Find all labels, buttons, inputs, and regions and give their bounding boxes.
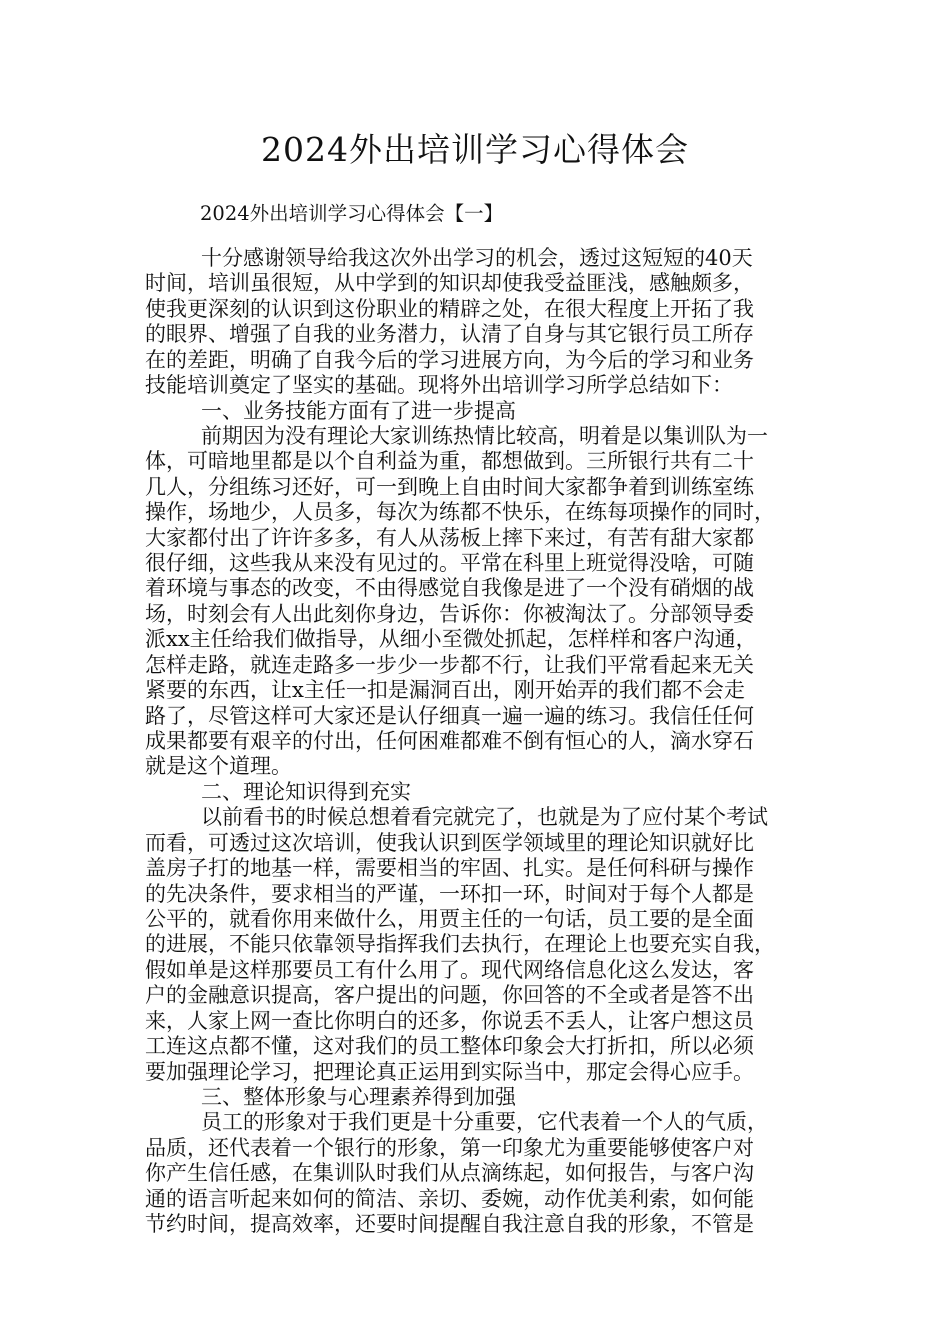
text-line: 成果都要有艰辛的付出，任何困难都难不倒有恒心的人，滴水穿石 (145, 729, 754, 754)
text-line: 而看，可透过这次培训，使我认识到医学领域里的理论知识就好比 (145, 830, 754, 855)
text-line: 路了，尽管这样可大家还是认仔细真一遍一遍的练习。我信任任何 (145, 703, 754, 728)
text-line: 很仔细，这些我从来没有见过的。平常在科里上班觉得没啥，可随 (145, 551, 754, 576)
text-line: 体，可暗地里都是以个自利益为重，都想做到。三所银行共有二十 (145, 449, 754, 474)
text-line: 的先决条件，要求相当的严谨，一环扣一环，时间对于每个人都是 (145, 881, 754, 906)
text-line: 派xx主任给我们做指导，从细小至微处抓起，怎样样和客户沟通， (145, 627, 757, 652)
text-line: 着环境与事态的改变，不由得感觉自我像是进了一个没有硝烟的战 (145, 576, 754, 601)
text-line: 以前看书的时候总想着看完就完了，也就是为了应付某个考试 (201, 805, 768, 830)
text-line: 十分感谢领导给我这次外出学习的机会，透过这短短的40天 (201, 246, 753, 270)
text-line: 通的语言听起来如何的简洁、亲切、委婉，动作优美利索，如何能 (145, 1186, 754, 1211)
document-title: 2024外出培训学习心得体会 (261, 130, 689, 169)
document-body (145, 246, 817, 1237)
text-line: 户的金融意识提高，客户提出的问题，你回答的不全或者是答不出 (145, 983, 754, 1008)
text-line: 时间，培训虽很短，从中学到的知识却使我受益匪浅，感触颇多， (145, 271, 754, 296)
text-line: 二、理论知识得到充实 (201, 779, 411, 804)
text-line: 使我更深刻的认识到这份职业的精辟之处，在很大程度上开拓了我 (145, 296, 754, 321)
text-line: 就是这个道理。 (145, 754, 292, 779)
text-line: 紧要的东西，让x主任一扣是漏洞百出，刚开始弄的我们都不会走 (145, 678, 745, 703)
text-line: 前期因为没有理论大家训练热情比较高，明着是以集训队为一 (201, 423, 768, 448)
text-line: 公平的，就看你用来做什么，用贾主任的一句话，员工要的是全面 (145, 906, 754, 931)
text-line: 几人，分组练习还好，可一到晚上自由时间大家都争着到训练室练 (145, 474, 754, 499)
document-subtitle: 2024外出培训学习心得体会【一】 (200, 202, 504, 225)
text-line: 技能培训奠定了坚实的基础。现将外出培训学习所学总结如下： (145, 373, 733, 398)
text-line: 节约时间，提高效率，还要时间提醒自我注意自我的形象，不管是 (145, 1212, 754, 1237)
text-line: 在的差距，明确了自我今后的学习进展方向，为今后的学习和业务 (145, 347, 754, 372)
text-line: 场，时刻会有人出此刻你身边，告诉你：你被淘汰了。分部领导委 (145, 601, 754, 626)
text-line: 操作，场地少，人员多，每次为练都不快乐，在练每项操作的同时， (145, 500, 775, 525)
text-line: 盖房子打的地基一样，需要相当的牢固、扎实。是任何科研与操作 (145, 856, 754, 881)
text-line: 的进展，不能只依靠领导指挥我们去执行，在理论上也要充实自我， (145, 932, 775, 957)
text-line: 假如单是这样那要员工有什么用了。现代网络信息化这么发达，客 (145, 957, 754, 982)
text-line: 大家都付出了许许多多，有人从荡板上摔下来过，有苦有甜大家都 (145, 525, 754, 550)
text-line: 的眼界、增强了自我的业务潜力，认清了自身与其它银行员工所存 (145, 322, 754, 347)
text-line: 工连这点都不懂，这对我们的员工整体印象会大打折扣，所以必须 (145, 1034, 754, 1059)
text-line: 一、业务技能方面有了进一步提高 (201, 398, 516, 423)
text-line: 要加强理论学习，把理论真正运用到实际当中，那定会得心应手。 (145, 1059, 754, 1084)
text-line: 品质，还代表着一个银行的形象，第一印象尤为重要能够使客户对 (145, 1135, 754, 1160)
text-line: 来，人家上网一查比你明白的还多，你说丢不丢人，让客户想这员 (145, 1008, 754, 1033)
text-line: 员工的形象对于我们更是十分重要，它代表着一个人的气质， (201, 1110, 768, 1135)
text-line: 怎样走路，就连走路多一步少一步都不行，让我们平常看起来无关 (145, 652, 754, 677)
text-line: 三、整体形象与心理素养得到加强 (201, 1084, 516, 1109)
text-line: 你产生信任感，在集训队时我们从点滴练起，如何报告，与客户沟 (145, 1161, 754, 1186)
